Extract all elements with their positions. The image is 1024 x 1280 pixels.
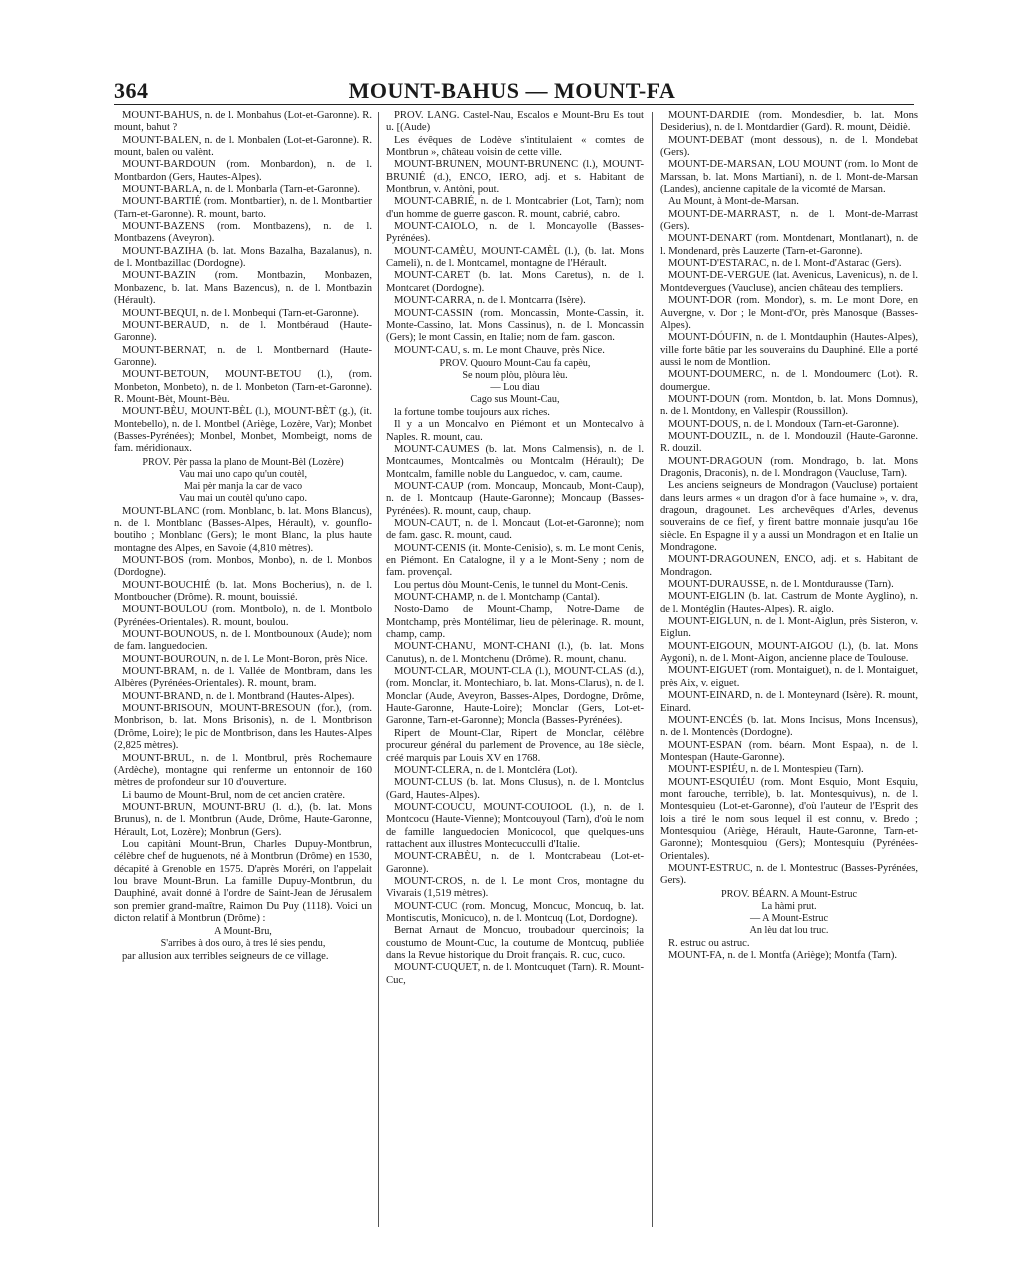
dictionary-entry: MOUNT-DRAGOUN (rom. Mondrago, b. lat. Mons Dragonis, Draconis), n. de l. Mondragon (Vaucluse, Tarn). [660, 455, 918, 479]
dictionary-entry: MOUNT-DEBAT (mont dessous), n. de l. Mondebat (Gers). [660, 134, 918, 159]
dictionary-entry: MOUNT-BOULOU (rom. Montbolo), n. de l. Montbolo (Pyrénées-Orientales). R. mount, boulou. [114, 604, 372, 628]
dictionary-entry: MOUNT-CABRIÉ, n. de l. Montcabrier (Lot, Tarn); nom d'un homme de guerre gascon. R. mount, cabrié, cabro. [386, 196, 644, 220]
dictionary-entry: MOUNT-DE-MARRAST, n. de l. Mont-de-Marrast (Gers). [660, 208, 918, 233]
dictionary-entry: MOUNT-BRAND, n. de l. Montbrand (Hautes-Alpes). [122, 690, 355, 702]
entries-block [114, 506, 372, 926]
dictionary-entry: MOUNT-CHAMP, n. de l. Montchamp (Cantal). [394, 592, 600, 604]
proverb-line: PROV. Quouro Mount-Cau fa capèu, [439, 357, 591, 369]
dictionary-entry: MOUNT-BRISOUN, MOUNT-BRESOUN (for.), (rom. Monbrison, b. lat. Mons Brisonis), n. de l. Montbrison (Drôme, Loire); le pic de Montbrison, dans les Hautes-Alpes (2,825 mètres). [114, 703, 372, 752]
dicton-block [114, 926, 372, 950]
dictionary-entry: MOUNT-FA, n. de l. Montfa (Ariège); Montfa (Tarn). [668, 950, 898, 961]
proverb-line: Vau mai un coutèl qu'uno capo. [178, 492, 307, 504]
dictionary-entry: MOUNT-CAMÈU, MOUNT-CAMÈL (l.), (b. lat. Mons Cameli), n. de l. Montcamel, montagne de l'Hérault. [386, 245, 644, 270]
dictionary-entry: MOUNT-BETOUN, MOUNT-BETOU (l.), (rom. Monbeton, Monbeto), n. de l. Monbeton (Tarn-et-Garonne). R. Mount-Bèt, Mount-Bèu. [114, 369, 372, 405]
dictionary-entry: Les anciens seigneurs de Mondragon (Vaucluse) portaient dans leurs armes « un dragon d'or à face humaine », v. dra, dragoun, dragounet. Les archevêques d'Arles, devenus souverains de ce fief, y firent battre monnaie jusqu'au 16e siècle. En Espagne il y a aussi un Mondragon et en Italie un Mondragone. [660, 480, 918, 554]
dictionary-entry: MOUNT-CROS, n. de l. Le mont Cros, montagne du Vivarais (1,519 mètres). [386, 875, 644, 900]
dictionary-entry: MOUNT-CLERA, n. de l. Montcléra (Lot). [394, 764, 578, 776]
dictionary-entry: MOUNT-BARLA, n. de l. Monbarla (Tarn-et-Garonne). [122, 184, 361, 196]
dictionary-entry: MOUNT-ENCÉS (b. lat. Mons Incisus, Mons Incensus), n. de l. Montencès (Dordogne). [660, 714, 918, 739]
dictionary-entry: MOUNT-DRAGOUNEN, ENCO, adj. et s. Habitant de Mondragon. [660, 554, 918, 578]
dictionary-entry: MOUNT-BOS (rom. Monbos, Monbo), n. de l. Monbos (Dordogne). [114, 555, 372, 579]
proverb-line: La hàmi prut. [761, 900, 817, 912]
dictionary-entry: MOUNT-CARET (b. lat. Mons Caretus), n. de l. Montcaret (Dordogne). [386, 270, 644, 294]
running-title: MOUNT-BAHUS — MOUNT-FA [348, 78, 676, 103]
dictionary-entry: MOUNT-BOUROUN, n. de l. Le Mont-Boron, près Nice. [122, 653, 368, 665]
proverb-line: Cago sus Mount-Cau, [470, 393, 560, 405]
proverb-line: An lèu dat lou truc. [749, 924, 829, 936]
dictionary-entry: MOUNT-CLUS (b. lat. Mons Clusus), n. de l. Montclus (Gard, Hautes-Alpes). [386, 777, 644, 801]
dictionary-entry: MOUNT-DE-MARSAN, LOU MOUNT (rom. lo Mont de Marssan, b. lat. Mons Martiani), n. de l. Mont-de-Marsan (Landes), ancienne capitale de la vicomté de Marsan. [660, 159, 918, 196]
dictionary-entry: MOUNT-BALEN, n. de l. Monbalen (Lot-et-Garonne). R. mount, balen ou valènt. [114, 134, 372, 159]
dictionary-entry: MOUNT-BAZIHA (b. lat. Mons Bazalha, Bazalanus), n. de l. Montbazillac (Dordogne). [114, 245, 372, 270]
entries-block [386, 407, 644, 987]
dictionary-entry: MOUNT-EIGOUN, MOUNT-AIGOU (l.), (b. lat. Mons Aygoni), n. de l. Mont-Aigon, ancienne place de Toulouse. [660, 640, 918, 665]
dictionary-entry: MOUNT-DARDIÉ (rom. Mondesdier, b. lat. Mons Desiderius), n. de l. Montdardier (Gard). R. mount, Dèidiè. [660, 110, 918, 134]
entries-block [660, 110, 918, 888]
dictionary-entry: MOUNT-BAZENS (rom. Montbazens), n. de l. Montbazens (Aveyron). [114, 221, 372, 245]
dictionary-entry: MOUNT-CARRA, n. de l. Montcarra (Isère). [394, 295, 586, 307]
dictionary-entry: MOUNT-EIGUET (rom. Montaiguet), n. de l. Montaiguet, près Aix, v. eiguet. [660, 665, 918, 689]
dictionary-entry: Li baumo de Mount-Brul, nom de cet ancien cratère. [122, 789, 345, 801]
column-left [114, 110, 372, 1230]
dictionary-entry: MOUNT-ESPAN (rom. béarn. Mont Espaa), n. de l. Montespan (Haute-Garonne). [660, 739, 918, 763]
dictionary-entry: MOUNT-DOUMERC, n. de l. Mondoumerc (Lot). R. doumergue. [660, 369, 918, 393]
dictionary-entry: MOUNT-BRUN, MOUNT-BRU (l. d.), (b. lat. Mons Brunus), n. de l. Montbrun (Aude, Drôme, Haute-Garonne, Hérault, Lot, Lozère); Monbrun (Gers). [114, 801, 372, 838]
proverb-line: — A Mount-Estruc [749, 912, 829, 924]
dictionary-entry: MOUNT-DOUS, n. de l. Mondoux (Tarn-et-Garonne). [668, 418, 900, 430]
dictionary-entry: MOUNT-ESQUIÉU (rom. Mont Esquio, Mont Esquiu, mont farouche, terrible), b. lat. Montesquivus), n. de l. Montesquieu (Lot-et-Garonne), d'où l'auteur de l'Esprit des lois a tiré le nom sous lequel il est connu, v. Bredo ; Montesquiou (Ariège, Hérault, Haute-Garonne, Tarn-et-Garonne); Montesquiou (Gers); Montesquiu (Pyrénées-Orientales). [660, 776, 918, 862]
dictionary-entry: MOUNT-BARTIÉ (rom. Montbartier), n. de l. Montbartier (Tarn-et-Garonne). R. mount, barto. [114, 196, 372, 220]
dictionary-entry: MOUNT-CASSIN (rom. Moncassin, Monte-Cassin, it. Monte-Cassino, lat. Mons Cassinus), n. de l. Moncassin (Gers); le mont Cassin, en Italie; nom de fam. gascon. [386, 307, 644, 344]
dictionary-entry: MOUNT-BRUNEN, MOUNT-BRUNENC (l.), MOUNT-BRUNIÉ (d.), ENCO, IERO, adj. et s. Habitant de Montbrun, v. Antòni, pout. [386, 159, 644, 196]
dictionary-entry: MOUNT-BEQUI, n. de l. Monbequi (Tarn-et-Garonne). [122, 307, 359, 319]
dictionary-entry: MOUNT-CAUMES (b. lat. Mons Calmensis), n. de l. Montcaumes, Montcalmès ou Montcalm (Hérault); De Montcalm, famille noble du Languedoc, v. cam, caume. [386, 443, 644, 480]
dictionary-entry: MOUNT-CAIOLO, n. de l. Moncayolle (Basses-Pyrénées). [386, 221, 644, 245]
dictionary-entry: Bernat Arnaut de Moncuo, troubadour quercinois; la coustumo de Mount-Cuc, la coutume de Montcuq, publiée dans la Revue historique du Droit français. R. cuc, cuco. [386, 925, 644, 961]
dicton-line: A Mount-Bru, [214, 926, 272, 938]
dictionary-entry: MOUNT-CUC (rom. Moncug, Moncuc, Moncuq, b. lat. Montiscutis, Monicuco), n. de l. Montcuq (Lot, Dordogne). [386, 900, 644, 924]
dictionary-entry: MOUNT-CAU, s. m. Le mont Chauve, près Nice. [394, 344, 605, 356]
proverb-intro: PROV. Pèr passa la plano de Mount-Bèl (Lozère) [142, 456, 344, 468]
entries-block [660, 938, 918, 963]
dictionary-entry: MOUNT-DE-VERGUE (lat. Avenicus, Lavenicus), n. de l. Montdevergues (Vaucluse), ancien château des templiers. [660, 270, 918, 294]
proverb-line: — Lou diau [490, 381, 540, 393]
dictionary-entry: MOUNT-DENART (rom. Montdenart, Montlanart), n. de l. Mondenard, près Lauzerte (Tarn-et-Garonne). [660, 233, 918, 257]
dictionary-entry: MOUNT-BARDOUN (rom. Monbardon), n. de l. Montbardon (Gers, Hautes-Alpes). [114, 159, 372, 183]
proverb-line: Se noum plòu, plòura lèu. [462, 369, 568, 381]
dictionary-entry: MOUNT-ESTRUC, n. de l. Montestruc (Basses-Pyrénées, Gers). [660, 862, 918, 887]
dictionary-entry: MOUNT-DURAUSSE, n. de l. Montdurausse (Tarn). [668, 579, 894, 591]
dictionary-entry: R. estruc ou astruc. [668, 937, 750, 949]
dictionary-entry: Nosto-Damo de Mount-Champ, Notre-Dame de Montchamp, près Montélimar, lieu de pèlerinage. R. mount, champ, camp. [386, 604, 644, 641]
proverb-line: Vau mai uno capo qu'un coutèl, [178, 468, 307, 480]
dictionary-entry: Les évêques de Lodève s'intitulaient « comtes de Montbrun », château voisin de cette ville. [386, 134, 644, 159]
dictionary-entry: MOUNT-CRABÈU, n. de l. Montcrabeau (Lot-et-Garonne). [386, 851, 644, 875]
dictionary-entry: MOUNT-BAZIN (rom. Montbazin, Monbazen, Monbazenc, b. lat. Mans Bazencus), n. de l. Montbazin (Hérault). [114, 270, 372, 307]
dictionary-entry: MOUNT-COUCU, MOUNT-COUIOOL (l.), n. de l. Montcocu (Haute-Vienne); Montcouyoul (Tarn), d'où le nom de famille languedocien Monicocol, que quelques-uns rattachent aux illustres Montecucculli d'Italie. [386, 801, 644, 850]
dictionary-entry: Ripert de Mount-Clar, Ripert de Monclar, célèbre procureur général du parlement de Provence, au 18e siècle, créé marquis par Louis XV en 1768. [386, 727, 644, 764]
dictionary-entry: Au Mount, à Mont-de-Marsan. [668, 196, 799, 208]
dictionary-entry: MOUNT-DOR (rom. Mondor), s. m. Le mont Dore, en Auvergne, v. Dor ; le Mont-d'Or, près Manosque (Basses-Alpes). [660, 295, 918, 331]
dictionary-entry: MOUNT-DOUN (rom. Montdon, b. lat. Mons Domnus), n. de l. Montdony, en Vallespir (Roussillon). [660, 393, 918, 418]
dictionary-entry: MOUNT-BERAUD, n. de l. Montbéraud (Haute-Garonne). [114, 319, 372, 344]
entries-block [114, 110, 372, 456]
dictionary-entry: MOUNT-DOUZIL, n. de l. Mondouzil (Haute-Garonne. R. douzil. [660, 430, 918, 455]
dictionary-entry: MOUNT-BÈU, MOUNT-BÈL (l.), MOUNT-BÈT (g.), (it. Montebello), n. de l. Montbel (Ariège, Lozère, Var); Monbet (Basses-Pyrénées); Monbel, Monbet, Mombeigt, noms de fam. méridionaux. [114, 406, 372, 455]
dictionary-entry: Lou pertus dòu Mount-Cenis, le tunnel du Mont-Cenis. [394, 579, 628, 591]
dictionary-entry: MOUNT-CHANU, MONT-CHANI (l.), (b. lat. Mons Canutus), n. de l. Montchenu (Drôme). R. mount, chanu. [386, 641, 644, 665]
column-separator [652, 112, 653, 1227]
column-right [660, 110, 918, 1230]
proverb-block [114, 457, 372, 505]
dictionary-entry: par allusion aux terribles seigneurs de ce village. [122, 951, 329, 963]
entries-block [386, 135, 644, 357]
column-middle [386, 110, 644, 1230]
dictionary-entry: MOUNT-CAUP (rom. Moncaup, Moncaub, Mont-Caup), n. de l. Montcaup (Haute-Garonne); Moncaup (Basses-Pyrénées). R. mount, caup, chaup. [386, 480, 644, 517]
dictionary-entry: MOUNT-BAHUS, n. de l. Monbahus (Lot-et-Garonne). R. mount, bahut ? [114, 110, 372, 134]
dictionary-entry: MOUNT-ESPIÉU, n. de l. Montespieu (Tarn). [668, 764, 864, 776]
proverb-heading: PROV. LANG. Castel-Nau, Escalos e Mount-Bru Es tout u. [(Aude) [386, 110, 644, 134]
proverb-block [660, 889, 918, 937]
dictionary-entry: MOUNT-EIGLIN (b. lat. Castrum de Monte Ayglino), n. de l. Montéglin (Hautes-Alpes). R. aiglo. [660, 591, 918, 615]
dictionary-entry: MOUNT-EIGLUN, n. de l. Mont-Aiglun, près Sisteron, v. Eiglun. [660, 616, 918, 640]
dictionary-entry: MOUNT-BOUNOUS, n. de l. Montbounoux (Aude); nom de fam. languedocien. [114, 629, 372, 653]
dictionary-entry: la fortune tombe toujours aux riches. [394, 406, 550, 418]
proverb-line: PROV. BÉARN. A Mount-Estruc [721, 888, 857, 900]
dictionary-entry: Il y a un Moncalvo en Piémont et un Montecalvo à Naples. R. mount, cau. [386, 419, 644, 443]
dictionary-entry: MOUNT-CENIS (it. Monte-Cenisio), s. m. Le mont Cenis, en Piémont. En Catalogne, il y a le Mont-Seny ; nom de fam. provençal. [386, 542, 644, 579]
dictionary-entry: MOUNT-BOUCHIÉ (b. lat. Mons Bocherius), n. de l. Montboucher (Drôme). R. mount, bouissié. [114, 579, 372, 604]
header-rule [114, 104, 914, 105]
column-separator [378, 112, 379, 1227]
dictionary-entry: MOUNT-BERNAT, n. de l. Montbernard (Haute-Garonne). [114, 344, 372, 368]
dictionary-entry: Lou capitàni Mount-Brun, Charles Dupuy-Montbrun, célèbre chef de huguenots, né à Montbrun (Drôme) en 1530, décapité à Grenoble en 1575. D'après Moréri, on l'appelait lou brave Mount-Brun. La famille Dupuy-Montbrun, du Dauphiné, avait donné à l'ordre de Saint-Jean de Jérusalem son premier grand-maître, Raimon Du Puy (1118). Voici un dicton relatif à Montbrun (Drôme) : [114, 838, 372, 924]
dictionary-entry: MOUNT-BRUL, n. de l. Montbrul, près Rochemaure (Ardèche), montagne qui renferme un entonnoir de 160 mètres de profondeur sur 10 d'ouverture. [114, 752, 372, 789]
dictionary-entry: MOUNT-DÓUFIN, n. de l. Montdauphin (Hautes-Alpes), ville forte bâtie par les souverains du Dauphiné. Elle a porté aussi le nom de Montlion. [660, 332, 918, 368]
page-number: 364 [114, 78, 149, 103]
dictionary-entry: MOUNT-BLANC (rom. Monblanc, b. lat. Mons Blancus), n. de l. Montblanc (Basses-Alpes, Hérault), v. gounflo-boutiho ; Monblanc (Gers); le mont Blanc, la plus haute montagne des Alpes, en Savoie (4,810 mètres). [114, 505, 372, 554]
dictionary-entry: MOUNT-EINARD, n. de l. Monteynard (Isère). R. mount, Einard. [660, 690, 918, 714]
dictionary-entry: MOUNT-CUQUET, n. de l. Montcuquet (Tarn). R. Mount-Cuc, [386, 962, 644, 986]
proverb-block [386, 358, 644, 406]
dicton-line: S'arribes à dos ouro, à tres lé sies pendu, [160, 938, 326, 950]
dictionary-entry: MOUNT-CLAR, MOUNT-CLA (l.), MOUNT-CLAS (d.), (rom. Monclar, it. Montechiaro, b. lat. Mons-Clarus), n. de l. Monclar (Aude, Aveyron, Basses-Alpes, Dordogne, Drôme, Haute-Garonne, Haute-Loire); Monclar (Gers, Lot-et-Garonne, Tarn-et-Garonne); Moncla (Basses-Pyrénées). [386, 666, 644, 727]
dictionary-entry: MOUNT-D'ESTARAC, n. de l. Mont-d'Astarac (Gers). [668, 258, 902, 270]
proverb-line: Mai pèr manja la car de vaco [183, 480, 303, 492]
dictionary-entry: MOUNT-BRAM, n. de l. Vallée de Montbram, dans les Albères (Pyrénées-Orientales). R. mount, bram. [114, 666, 372, 690]
dictionary-entry: MOUN-CAUT, n. de l. Moncaut (Lot-et-Garonne); nom de fam. gasc. R. mount, caud. [386, 517, 644, 542]
